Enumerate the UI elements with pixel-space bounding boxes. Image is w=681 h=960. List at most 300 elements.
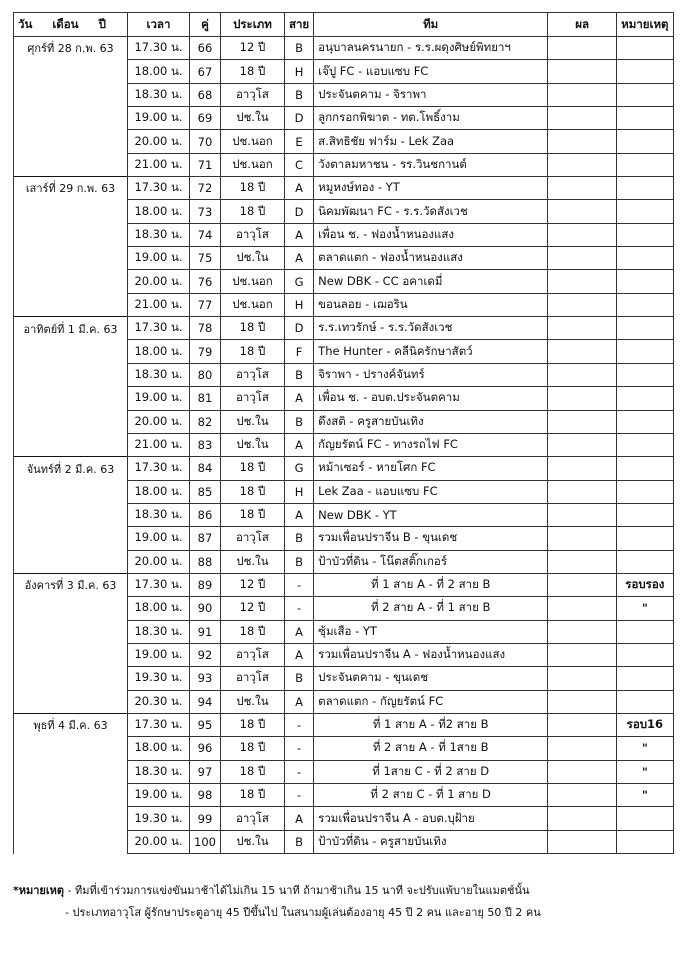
match-date: พุธที่ 4 มี.ค. 63 xyxy=(14,713,128,736)
match-result xyxy=(548,527,617,550)
match-result xyxy=(548,550,617,573)
match-result xyxy=(548,60,617,83)
match-result xyxy=(548,363,617,386)
schedule-sheet xyxy=(13,12,674,854)
match-teams: จิราพา - ปรางค์จันทร์ xyxy=(314,363,548,386)
match-time: 17.30 น. xyxy=(128,37,190,60)
match-time: 19.00 น. xyxy=(128,247,190,270)
match-date xyxy=(14,784,128,807)
match-teams: ร.ร.เทวรักษ์ - ร.ร.วัดสังเวช xyxy=(314,317,548,340)
match-type: ปช.ใน xyxy=(220,247,284,270)
match-date xyxy=(14,550,128,573)
match-date xyxy=(14,597,128,620)
match-type: 18 ปี xyxy=(220,620,284,643)
table-row xyxy=(14,223,674,246)
match-result xyxy=(548,270,617,293)
table-row xyxy=(14,573,674,596)
match-note xyxy=(617,223,673,246)
match-type: อาวุโส xyxy=(220,527,284,550)
match-type: ปช.ใน xyxy=(220,830,284,853)
match-type: อาวุโส xyxy=(220,83,284,106)
match-line: D xyxy=(284,107,313,130)
match-type: ปช.นอก xyxy=(220,270,284,293)
match-teams: ตลาดแตก - ฟองน้ำหนองแสง xyxy=(314,247,548,270)
match-time: 20.00 น. xyxy=(128,410,190,433)
header-pair: คู่ xyxy=(190,13,221,37)
match-line: D xyxy=(284,200,313,223)
match-time: 19.00 น. xyxy=(128,107,190,130)
match-line: - xyxy=(284,737,313,760)
match-result xyxy=(548,177,617,200)
match-number: 95 xyxy=(190,713,221,736)
table-row xyxy=(14,317,674,340)
match-time: 19.30 น. xyxy=(128,807,190,830)
match-result xyxy=(548,784,617,807)
footnote-line-1 xyxy=(13,880,541,902)
match-date xyxy=(14,107,128,130)
match-note xyxy=(617,690,673,713)
match-line: - xyxy=(284,784,313,807)
match-time: 18.30 น. xyxy=(128,363,190,386)
match-teams: กัญยรัตน์ FC - ทางรถไฟ FC xyxy=(314,433,548,456)
match-line: A xyxy=(284,247,313,270)
match-date: อังคารที่ 3 มี.ค. 63 xyxy=(14,573,128,596)
match-teams: หมูหงษ์ทอง - YT xyxy=(314,177,548,200)
match-date xyxy=(14,130,128,153)
match-date xyxy=(14,527,128,550)
match-line: A xyxy=(284,620,313,643)
match-number: 73 xyxy=(190,200,221,223)
match-result xyxy=(548,597,617,620)
table-row xyxy=(14,527,674,550)
match-date xyxy=(14,247,128,270)
match-line: B xyxy=(284,550,313,573)
table-row xyxy=(14,480,674,503)
match-result xyxy=(548,107,617,130)
table-row xyxy=(14,597,674,620)
match-line: B xyxy=(284,527,313,550)
match-number: 79 xyxy=(190,340,221,363)
match-note xyxy=(617,433,673,456)
match-result xyxy=(548,340,617,363)
match-number: 98 xyxy=(190,784,221,807)
table-row xyxy=(14,387,674,410)
match-number: 82 xyxy=(190,410,221,433)
match-line: A xyxy=(284,433,313,456)
match-time: 20.00 น. xyxy=(128,550,190,573)
table-row xyxy=(14,130,674,153)
match-note xyxy=(617,107,673,130)
match-time: 18.00 น. xyxy=(128,60,190,83)
match-result xyxy=(548,573,617,596)
header-team: ทีม xyxy=(314,13,548,37)
match-type: 18 ปี xyxy=(220,760,284,783)
match-note xyxy=(617,620,673,643)
match-note: " xyxy=(617,784,673,807)
match-number: 80 xyxy=(190,363,221,386)
match-number: 77 xyxy=(190,293,221,316)
match-number: 96 xyxy=(190,737,221,760)
match-teams: ที่ 1 สาย A - ที่ 2 สาย B xyxy=(314,573,548,596)
match-line: F xyxy=(284,340,313,363)
header-line: สาย xyxy=(284,13,313,37)
match-type: 18 ปี xyxy=(220,480,284,503)
match-result xyxy=(548,223,617,246)
match-type: 12 ปี xyxy=(220,597,284,620)
match-type: 18 ปี xyxy=(220,713,284,736)
match-line: - xyxy=(284,713,313,736)
header-type: ประเภท xyxy=(220,13,284,37)
match-note xyxy=(617,340,673,363)
match-teams: วังตาลมหาชน - รร.วินชกานต์ xyxy=(314,153,548,176)
table-row xyxy=(14,247,674,270)
match-number: 88 xyxy=(190,550,221,573)
match-date xyxy=(14,760,128,783)
match-teams: New DBK - YT xyxy=(314,503,548,526)
match-result xyxy=(548,457,617,480)
match-type: อาวุโส xyxy=(220,807,284,830)
match-result xyxy=(548,480,617,503)
match-date xyxy=(14,363,128,386)
match-date: เสาร์ที่ 29 ก.พ. 63 xyxy=(14,177,128,200)
match-number: 83 xyxy=(190,433,221,456)
table-row xyxy=(14,737,674,760)
match-time: 18.00 น. xyxy=(128,200,190,223)
match-date xyxy=(14,667,128,690)
match-date xyxy=(14,620,128,643)
match-note: รอบ16 xyxy=(617,713,673,736)
table-row xyxy=(14,410,674,433)
match-result xyxy=(548,130,617,153)
match-line: A xyxy=(284,177,313,200)
match-note xyxy=(617,550,673,573)
match-note xyxy=(617,387,673,410)
match-type: ปช.ใน xyxy=(220,107,284,130)
match-time: 18.30 น. xyxy=(128,223,190,246)
match-date xyxy=(14,270,128,293)
match-line: G xyxy=(284,270,313,293)
header-month: เดือน xyxy=(52,16,79,31)
match-line: D xyxy=(284,317,313,340)
table-row xyxy=(14,37,674,60)
match-date xyxy=(14,153,128,176)
header-time: เวลา xyxy=(128,13,190,37)
match-type: ปช.ใน xyxy=(220,433,284,456)
match-number: 74 xyxy=(190,223,221,246)
match-note: " xyxy=(617,760,673,783)
header-row xyxy=(14,13,674,37)
match-note xyxy=(617,503,673,526)
match-type: อาวุโส xyxy=(220,223,284,246)
match-number: 91 xyxy=(190,620,221,643)
match-date xyxy=(14,223,128,246)
match-teams: ที่ 1 สาย A - ที่2 สาย B xyxy=(314,713,548,736)
match-note xyxy=(617,60,673,83)
match-type: 18 ปี xyxy=(220,340,284,363)
match-type: อาวุโส xyxy=(220,643,284,666)
match-result xyxy=(548,410,617,433)
match-note xyxy=(617,807,673,830)
match-teams: นิคมพัฒนา FC - ร.ร.วัดสังเวช xyxy=(314,200,548,223)
match-teams: เจ๊ปู FC - แอบแซบ FC xyxy=(314,60,548,83)
match-time: 19.00 น. xyxy=(128,643,190,666)
match-time: 21.00 น. xyxy=(128,433,190,456)
match-result xyxy=(548,387,617,410)
match-line: B xyxy=(284,83,313,106)
header-year: ปี xyxy=(98,16,106,31)
match-note xyxy=(617,480,673,503)
match-number: 75 xyxy=(190,247,221,270)
match-number: 70 xyxy=(190,130,221,153)
match-time: 17.30 น. xyxy=(128,573,190,596)
table-row xyxy=(14,340,674,363)
table-row xyxy=(14,433,674,456)
footnote-text-1: - ทีมที่เข้าร่วมการแข่งขันมาช้าได้ไม่เกิน 15 นาที ถ้ามาช้าเกิน 15 นาที จะปรับแพ้บายในแมตช์นั้น xyxy=(64,884,530,897)
match-type: ปช.นอก xyxy=(220,130,284,153)
match-teams: ประจันตคาม - จิราพา xyxy=(314,83,548,106)
match-line: H xyxy=(284,293,313,316)
table-row xyxy=(14,713,674,736)
match-date xyxy=(14,293,128,316)
match-date xyxy=(14,340,128,363)
footnotes xyxy=(13,880,541,924)
match-result xyxy=(548,247,617,270)
match-teams: เพื่อน ช. - อบต.ประจันตคาม xyxy=(314,387,548,410)
header-result: ผล xyxy=(548,13,617,37)
match-type: อาวุโส xyxy=(220,667,284,690)
match-number: 84 xyxy=(190,457,221,480)
match-result xyxy=(548,37,617,60)
match-date: ศุกร์ที่ 28 ก.พ. 63 xyxy=(14,37,128,60)
match-time: 17.30 น. xyxy=(128,177,190,200)
match-type: 18 ปี xyxy=(220,177,284,200)
match-number: 67 xyxy=(190,60,221,83)
match-number: 100 xyxy=(190,830,221,853)
match-time: 18.30 น. xyxy=(128,620,190,643)
match-result xyxy=(548,200,617,223)
match-line: A xyxy=(284,690,313,713)
match-time: 18.30 น. xyxy=(128,760,190,783)
match-note xyxy=(617,270,673,293)
match-number: 78 xyxy=(190,317,221,340)
footnote-label: *หมายเหตุ xyxy=(13,884,65,897)
match-note xyxy=(617,457,673,480)
match-type: 18 ปี xyxy=(220,737,284,760)
match-note: รอบรอง xyxy=(617,573,673,596)
table-row xyxy=(14,667,674,690)
match-note xyxy=(617,667,673,690)
table-row xyxy=(14,200,674,223)
match-line: E xyxy=(284,130,313,153)
match-teams: ป้าบัวที่ดิน - โน๊ตสติ๊กเกอร์ xyxy=(314,550,548,573)
table-row xyxy=(14,503,674,526)
table-row xyxy=(14,760,674,783)
match-date xyxy=(14,807,128,830)
match-result xyxy=(548,737,617,760)
match-time: 21.00 น. xyxy=(128,293,190,316)
match-teams: ประจันตคาม - ขุนเดช xyxy=(314,667,548,690)
header-day: วัน xyxy=(18,16,33,31)
table-row xyxy=(14,830,674,853)
match-time: 17.30 น. xyxy=(128,317,190,340)
match-teams: ดึงสติ - ครูสายบันเทิง xyxy=(314,410,548,433)
match-number: 85 xyxy=(190,480,221,503)
header-date xyxy=(14,13,128,37)
table-row xyxy=(14,153,674,176)
match-teams: ส.สิทธิชัย ฟาร์ม - Lek Zaa xyxy=(314,130,548,153)
match-date xyxy=(14,737,128,760)
match-date xyxy=(14,830,128,853)
match-result xyxy=(548,643,617,666)
table-row xyxy=(14,363,674,386)
match-note xyxy=(617,830,673,853)
match-line: C xyxy=(284,153,313,176)
match-number: 99 xyxy=(190,807,221,830)
match-teams: ที่ 2 สาย C - ที่ 1 สาย D xyxy=(314,784,548,807)
match-teams: รวมเพื่อนปราจีน A - ฟองน้ำหนองแสง xyxy=(314,643,548,666)
footnote-line-2: - ประเภทอาวุโส ผู้รักษาประตูอายุ 45 ปีขึ้นไป ในสนามผู้เล่นต้องอายุ 45 ปี 2 คน และอายุ 50 ปี 2 คน xyxy=(65,906,541,919)
match-teams: ที่ 1สาย C - ที่ 2 สาย D xyxy=(314,760,548,783)
match-result xyxy=(548,690,617,713)
match-note xyxy=(617,527,673,550)
match-type: ปช.ใน xyxy=(220,690,284,713)
match-result xyxy=(548,293,617,316)
match-date xyxy=(14,643,128,666)
table-row xyxy=(14,784,674,807)
match-date: จันทร์ที่ 2 มี.ค. 63 xyxy=(14,457,128,480)
match-time: 18.00 น. xyxy=(128,737,190,760)
table-row xyxy=(14,643,674,666)
match-time: 20.00 น. xyxy=(128,130,190,153)
match-note xyxy=(617,643,673,666)
match-time: 20.00 น. xyxy=(128,830,190,853)
match-result xyxy=(548,433,617,456)
match-line: B xyxy=(284,830,313,853)
match-teams: ตลาดแตก - กัญยรัตน์ FC xyxy=(314,690,548,713)
match-teams: เพื่อน ช. - ฟองน้ำหนองแสง xyxy=(314,223,548,246)
match-date xyxy=(14,480,128,503)
match-number: 81 xyxy=(190,387,221,410)
match-note xyxy=(617,200,673,223)
match-teams: รวมเพื่อนปราจีน B - ขุนเดช xyxy=(314,527,548,550)
match-note xyxy=(617,410,673,433)
table-row xyxy=(14,60,674,83)
match-line: A xyxy=(284,807,313,830)
match-teams: Lek Zaa - แอบแซบ FC xyxy=(314,480,548,503)
match-time: 18.00 น. xyxy=(128,597,190,620)
match-type: อาวุโส xyxy=(220,387,284,410)
match-teams: ที่ 2 สาย A - ที่ 1 สาย B xyxy=(314,597,548,620)
match-number: 71 xyxy=(190,153,221,176)
match-line: B xyxy=(284,363,313,386)
match-date xyxy=(14,433,128,456)
match-time: 19.00 น. xyxy=(128,527,190,550)
match-teams: The Hunter - คลีนิครักษาสัตว์ xyxy=(314,340,548,363)
match-number: 87 xyxy=(190,527,221,550)
match-note xyxy=(617,177,673,200)
match-line: H xyxy=(284,480,313,503)
match-time: 18.00 น. xyxy=(128,340,190,363)
table-row xyxy=(14,457,674,480)
match-result xyxy=(548,760,617,783)
match-date xyxy=(14,690,128,713)
match-type: 18 ปี xyxy=(220,317,284,340)
match-number: 69 xyxy=(190,107,221,130)
match-line: - xyxy=(284,573,313,596)
schedule-table xyxy=(13,12,674,854)
match-teams: ที่ 2 สาย A - ที่ 1สาย B xyxy=(314,737,548,760)
match-line: A xyxy=(284,643,313,666)
match-result xyxy=(548,620,617,643)
match-result xyxy=(548,830,617,853)
match-teams: New DBK - CC อคาเดมี่ xyxy=(314,270,548,293)
match-number: 72 xyxy=(190,177,221,200)
table-row xyxy=(14,550,674,573)
match-note: " xyxy=(617,737,673,760)
match-line: A xyxy=(284,503,313,526)
match-note xyxy=(617,317,673,340)
match-time: 18.00 น. xyxy=(128,480,190,503)
match-line: B xyxy=(284,37,313,60)
match-line: H xyxy=(284,60,313,83)
match-number: 97 xyxy=(190,760,221,783)
match-type: 18 ปี xyxy=(220,200,284,223)
match-time: 17.30 น. xyxy=(128,713,190,736)
match-time: 17.30 น. xyxy=(128,457,190,480)
match-date xyxy=(14,503,128,526)
match-line: G xyxy=(284,457,313,480)
match-number: 94 xyxy=(190,690,221,713)
match-date xyxy=(14,83,128,106)
match-date xyxy=(14,387,128,410)
match-type: ปช.ใน xyxy=(220,550,284,573)
match-result xyxy=(548,153,617,176)
match-note xyxy=(617,247,673,270)
match-date xyxy=(14,200,128,223)
match-time: 18.30 น. xyxy=(128,503,190,526)
match-teams: ลูกกรอกพิฆาต - ทต.โพธิ์งาม xyxy=(314,107,548,130)
match-result xyxy=(548,667,617,690)
match-note xyxy=(617,130,673,153)
match-date xyxy=(14,410,128,433)
header-note: หมายเหตุ xyxy=(617,13,673,37)
match-note xyxy=(617,363,673,386)
match-teams: ขอนลอย - เฌอริน xyxy=(314,293,548,316)
match-type: ปช.นอก xyxy=(220,293,284,316)
match-result xyxy=(548,83,617,106)
table-row xyxy=(14,83,674,106)
match-time: 19.00 น. xyxy=(128,784,190,807)
match-line: A xyxy=(284,387,313,410)
table-row xyxy=(14,270,674,293)
match-number: 93 xyxy=(190,667,221,690)
match-teams: รวมเพื่อนปราจีน A - อบต.บุฝ้าย xyxy=(314,807,548,830)
match-teams: ป้าบัวที่ดิน - ครูสายบันเทิง xyxy=(314,830,548,853)
match-date: อาทิตย์ที่ 1 มี.ค. 63 xyxy=(14,317,128,340)
match-number: 68 xyxy=(190,83,221,106)
match-result xyxy=(548,317,617,340)
match-type: ปช.ใน xyxy=(220,410,284,433)
match-result xyxy=(548,713,617,736)
match-note xyxy=(617,83,673,106)
match-time: 21.00 น. xyxy=(128,153,190,176)
match-number: 89 xyxy=(190,573,221,596)
match-type: 18 ปี xyxy=(220,60,284,83)
table-row xyxy=(14,107,674,130)
match-type: 18 ปี xyxy=(220,503,284,526)
match-type: ปช.นอก xyxy=(220,153,284,176)
match-line: - xyxy=(284,760,313,783)
